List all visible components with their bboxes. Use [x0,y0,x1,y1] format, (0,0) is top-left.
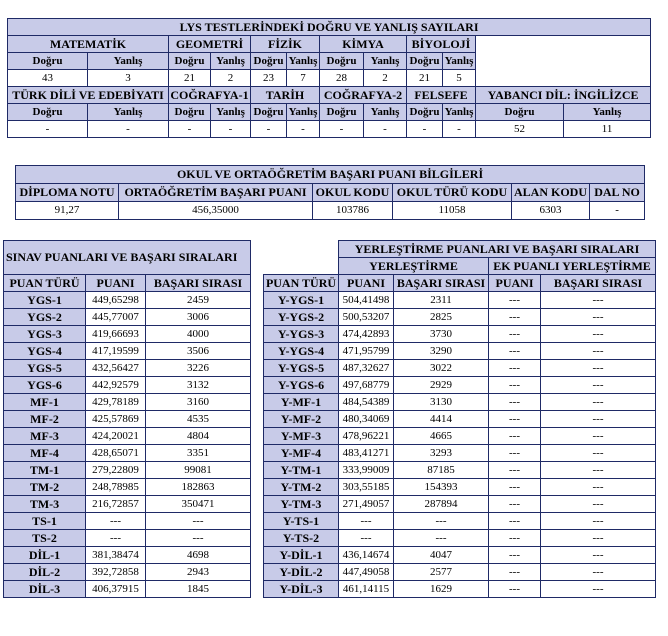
table-row [4,360,251,377]
puani-cell: 478,96221 [339,428,394,445]
ek-puani-cell: --- [489,462,541,479]
puani-cell: 392,72858 [86,564,146,581]
puan-turu-cell: Y-TS-1 [264,513,339,530]
ek-puani-cell: --- [489,343,541,360]
subject-felsefe: FELSEFE [407,87,476,104]
basari-sirasi-cell: --- [394,513,489,530]
puan-turu-header: PUAN TÜRÜ [4,275,86,292]
subject-turk-dili: TÜRK DİLİ VE EDEBİYATI [8,87,169,104]
ek-puani-cell: --- [489,326,541,343]
puani-cell: --- [339,513,394,530]
subject-cografya-2: COĞRAFYA-2 [320,87,407,104]
puan-turu-header: PUAN TÜRÜ [264,275,339,292]
table-row [4,496,251,513]
puani-cell: 484,54389 [339,394,394,411]
ek-basari-sirasi-header: BAŞARI SIRASI [541,275,656,292]
diploma-notu-header: DİPLOMA NOTU [16,184,119,202]
puan-turu-cell: Y-YGS-6 [264,377,339,394]
turk-dili-yanlis: - [88,121,169,138]
basari-sirasi-cell: 287894 [394,496,489,513]
turk-dili-dogru: - [8,121,88,138]
table-row [264,462,656,479]
geometri-yanlis: 2 [211,70,251,87]
dogru-label: Doğru [251,53,287,70]
puan-turu-cell: MF-2 [4,411,86,428]
okul-kodu-value: 103786 [313,202,393,220]
puan-turu-cell: Y-YGS-4 [264,343,339,360]
ek-puani-cell: --- [489,445,541,462]
puani-cell: 461,14115 [339,581,394,598]
puani-cell: 497,68779 [339,377,394,394]
puani-header: PUANI [339,275,394,292]
school-info-title: OKUL VE ORTAÖĞRETİM BAŞARI PUANI BİLGİLERİ [16,166,645,184]
subject-geometri: GEOMETRİ [169,36,251,53]
table-row [264,496,656,513]
puan-turu-cell: YGS-3 [4,326,86,343]
exam-scores-title: SINAV PUANLARI VE BAŞARI SIRALARI [4,241,251,275]
basari-sirasi-cell: --- [146,513,251,530]
dogru-label: Doğru [407,53,443,70]
puani-cell: --- [86,530,146,547]
puan-turu-cell: MF-3 [4,428,86,445]
puani-cell: 425,57869 [86,411,146,428]
basari-sirasi-cell: 4665 [394,428,489,445]
puani-cell: 436,14674 [339,547,394,564]
puan-turu-cell: Y-TM-3 [264,496,339,513]
table-row [4,581,251,598]
puan-turu-cell: YGS-1 [4,292,86,309]
ek-basari-sirasi-cell: --- [541,377,656,394]
table-row [264,411,656,428]
puan-turu-cell: Y-TS-2 [264,530,339,547]
puani-cell: 483,41271 [339,445,394,462]
basari-sirasi-cell: 2311 [394,292,489,309]
yanlis-label: Yanlış [88,53,169,70]
puan-turu-cell: Y-DİL-3 [264,581,339,598]
puani-cell: 445,77007 [86,309,146,326]
puan-turu-cell: MF-1 [4,394,86,411]
puan-turu-cell: DİL-3 [4,581,86,598]
ek-puanli-subheader: EK PUANLI YERLEŞTİRME [489,258,656,275]
puan-turu-cell: Y-MF-2 [264,411,339,428]
basari-sirasi-cell: 3290 [394,343,489,360]
puani-cell: 429,78189 [86,394,146,411]
cografya-1-yanlis: - [211,121,251,138]
table-row [4,428,251,445]
puani-cell: 449,65298 [86,292,146,309]
ek-puani-cell: --- [489,292,541,309]
puan-turu-cell: MF-4 [4,445,86,462]
basari-sirasi-cell: 3730 [394,326,489,343]
puani-header: PUANI [86,275,146,292]
puan-turu-cell: YGS-4 [4,343,86,360]
table-row [4,547,251,564]
dogru-label: Doğru [169,53,211,70]
ortaogretim-puani-value: 456,35000 [119,202,313,220]
puan-turu-cell: Y-DİL-1 [264,547,339,564]
puan-turu-cell: TM-3 [4,496,86,513]
puan-turu-cell: Y-TM-1 [264,462,339,479]
puani-cell: 428,65071 [86,445,146,462]
ek-basari-sirasi-cell: --- [541,360,656,377]
yanlis-label: Yanlış [211,104,251,121]
puan-turu-cell: YGS-2 [4,309,86,326]
basari-sirasi-header: BAŞARI SIRASI [146,275,251,292]
table-row [4,309,251,326]
puan-turu-cell: Y-YGS-1 [264,292,339,309]
yanlis-label: Yanlış [564,104,651,121]
basari-sirasi-cell: 182863 [146,479,251,496]
ek-basari-sirasi-cell: --- [541,564,656,581]
placement-scores-title: YERLEŞTİRME PUANLARI VE BAŞARI SIRALARI [339,241,656,258]
kimya-yanlis: 2 [364,70,407,87]
cografya-2-dogru: - [320,121,364,138]
dogru-label: Doğru [251,104,287,121]
basari-sirasi-cell: 3351 [146,445,251,462]
puan-turu-cell: DİL-1 [4,547,86,564]
puani-cell: 417,19599 [86,343,146,360]
table-row [4,530,251,547]
puan-turu-cell: Y-YGS-3 [264,326,339,343]
ek-puani-cell: --- [489,547,541,564]
ek-basari-sirasi-cell: --- [541,343,656,360]
empty-cell [476,36,651,87]
basari-sirasi-cell: 2459 [146,292,251,309]
empty-cell [264,241,339,258]
ek-basari-sirasi-cell: --- [541,547,656,564]
school-info-table [15,165,645,220]
table-row [264,530,656,547]
subject-cografya-1: COĞRAFYA-1 [170,87,249,102]
dal-no-value: - [590,202,645,220]
yanlis-label: Yanlış [364,53,407,70]
table-row [4,411,251,428]
tarih-yanlis: - [287,121,320,138]
ek-basari-sirasi-cell: --- [541,394,656,411]
table-row [4,292,251,309]
puani-cell: --- [86,513,146,530]
puani-cell: 480,34069 [339,411,394,428]
ek-basari-sirasi-cell: --- [541,462,656,479]
subject-kimya: KİMYA [320,36,407,53]
dogru-label: Doğru [476,104,564,121]
felsefe-yanlis: - [443,121,476,138]
tarih-dogru: - [251,121,287,138]
puan-turu-cell: TS-2 [4,530,86,547]
puan-turu-cell: YGS-6 [4,377,86,394]
basari-sirasi-cell: 4698 [146,547,251,564]
basari-sirasi-cell: 3293 [394,445,489,462]
puani-cell: 471,95799 [339,343,394,360]
ek-puani-cell: --- [489,581,541,598]
table-row [264,394,656,411]
ek-puani-cell: --- [489,394,541,411]
okul-turu-kodu-value: 11058 [393,202,512,220]
basari-sirasi-cell: 3226 [146,360,251,377]
kimya-dogru: 28 [320,70,364,87]
ek-basari-sirasi-cell: --- [541,326,656,343]
puan-turu-cell: Y-YGS-2 [264,309,339,326]
yanlis-label: Yanlış [364,104,407,121]
fizik-dogru: 23 [251,70,287,87]
puani-cell: 216,72857 [86,496,146,513]
table-row [264,547,656,564]
alan-kodu-value: 6303 [512,202,590,220]
ek-basari-sirasi-cell: --- [541,292,656,309]
puan-turu-cell: Y-MF-3 [264,428,339,445]
puan-turu-cell: TM-1 [4,462,86,479]
table-row [4,479,251,496]
matematik-yanlis: 3 [88,70,169,87]
ek-basari-sirasi-cell: --- [541,309,656,326]
diploma-notu-value: 91,27 [16,202,119,220]
puani-cell: 279,22809 [86,462,146,479]
subject-biyoloji: BİYOLOJİ [407,36,476,53]
basari-sirasi-cell: 4535 [146,411,251,428]
table-row [264,360,656,377]
basari-sirasi-cell: 2577 [394,564,489,581]
table-row [264,428,656,445]
okul-kodu-header: OKUL KODU [313,184,393,202]
subject-fizik: FİZİK [251,36,320,53]
ek-puani-cell: --- [489,479,541,496]
basari-sirasi-cell: 3160 [146,394,251,411]
puan-turu-cell: DİL-2 [4,564,86,581]
yanlis-label: Yanlış [443,53,476,70]
puani-cell: 432,56427 [86,360,146,377]
dogru-label: Doğru [407,104,443,121]
basari-sirasi-cell: 87185 [394,462,489,479]
puan-turu-cell: Y-TM-2 [264,479,339,496]
ek-puani-cell: --- [489,513,541,530]
biyoloji-dogru: 21 [407,70,443,87]
subject-matematik: MATEMATİK [8,36,169,53]
puani-cell: 271,49057 [339,496,394,513]
puani-cell: 447,49058 [339,564,394,581]
table-row [4,513,251,530]
puani-cell: 504,41498 [339,292,394,309]
dogru-label: Doğru [8,53,88,70]
basari-sirasi-cell: 350471 [146,496,251,513]
ek-puani-cell: --- [489,530,541,547]
dogru-label: Doğru [320,53,364,70]
puan-turu-cell: Y-YGS-5 [264,360,339,377]
puan-turu-cell: Y-DİL-2 [264,564,339,581]
basari-sirasi-cell: --- [394,530,489,547]
basari-sirasi-header: BAŞARI SIRASI [394,275,489,292]
puani-cell: 381,38474 [86,547,146,564]
dogru-label: Doğru [320,104,364,121]
table-row [264,292,656,309]
table-row [264,564,656,581]
puan-turu-cell: Y-MF-4 [264,445,339,462]
table-row [4,564,251,581]
puani-cell: 406,37915 [86,581,146,598]
table-row [4,445,251,462]
table-row [4,462,251,479]
ek-basari-sirasi-cell: --- [541,513,656,530]
basari-sirasi-cell: 1845 [146,581,251,598]
table-row [4,343,251,360]
puan-turu-cell: TM-2 [4,479,86,496]
ek-basari-sirasi-cell: --- [541,530,656,547]
dogru-label: Doğru [169,104,211,121]
matematik-dogru: 43 [8,70,88,87]
basari-sirasi-cell: 4804 [146,428,251,445]
table-row [4,377,251,394]
table-row [4,326,251,343]
puani-cell: 442,92579 [86,377,146,394]
alan-kodu-header: ALAN KODU [512,184,590,202]
felsefe-dogru: - [407,121,443,138]
puani-cell: --- [339,530,394,547]
cografya-2-yanlis: - [364,121,407,138]
yerlestirme-subheader: YERLEŞTİRME [339,258,489,275]
basari-sirasi-cell: 4047 [394,547,489,564]
basari-sirasi-cell: 1629 [394,581,489,598]
fizik-yanlis: 7 [287,70,320,87]
ek-puani-cell: --- [489,564,541,581]
lys-title: LYS TESTLERİNDEKİ DOĞRU VE YANLIŞ SAYILARI [8,19,651,36]
ek-basari-sirasi-cell: --- [541,581,656,598]
ek-puani-cell: --- [489,496,541,513]
basari-sirasi-cell: 2929 [394,377,489,394]
basari-sirasi-cell: 3506 [146,343,251,360]
ek-basari-sirasi-cell: --- [541,411,656,428]
yanlis-label: Yanlış [287,53,320,70]
puani-cell: 303,55185 [339,479,394,496]
basari-sirasi-cell: 3130 [394,394,489,411]
placement-scores-table [263,240,656,598]
puani-cell: 419,66693 [86,326,146,343]
table-row [264,581,656,598]
basari-sirasi-cell: 99081 [146,462,251,479]
yabanci-dil-yanlis: 11 [564,121,651,138]
puani-cell: 487,32627 [339,360,394,377]
empty-cell [264,258,339,275]
puan-turu-cell: Y-MF-1 [264,394,339,411]
puani-cell: 248,78985 [86,479,146,496]
ek-basari-sirasi-cell: --- [541,479,656,496]
geometri-dogru: 21 [169,70,211,87]
ek-puani-cell: --- [489,309,541,326]
lys-results-table [7,18,651,138]
ek-basari-sirasi-cell: --- [541,445,656,462]
table-row [4,394,251,411]
yanlis-label: Yanlış [287,104,320,121]
ek-puani-cell: --- [489,411,541,428]
table-row [264,445,656,462]
puan-turu-cell: TS-1 [4,513,86,530]
puani-cell: 333,99009 [339,462,394,479]
basari-sirasi-cell: 4414 [394,411,489,428]
okul-turu-kodu-header: OKUL TÜRÜ KODU [393,184,512,202]
subject-yabanci-dil: YABANCI DİL: İNGİLİZCE [476,87,651,104]
basari-sirasi-cell: 3132 [146,377,251,394]
table-row [264,513,656,530]
basari-sirasi-cell: 3006 [146,309,251,326]
ek-basari-sirasi-cell: --- [541,428,656,445]
table-row [264,343,656,360]
exam-scores-table [3,240,251,598]
yanlis-label: Yanlış [88,104,169,121]
basari-sirasi-cell: 3022 [394,360,489,377]
basari-sirasi-cell: 4000 [146,326,251,343]
basari-sirasi-cell: 2943 [146,564,251,581]
ek-puani-header: PUANI [489,275,541,292]
puani-cell: 500,53207 [339,309,394,326]
dal-no-header: DAL NO [590,184,645,202]
biyoloji-yanlis: 5 [443,70,476,87]
table-row [264,479,656,496]
ortaogretim-puani-header: ORTAÖĞRETİM BAŞARI PUANI [119,184,313,202]
basari-sirasi-cell: 2825 [394,309,489,326]
table-row [264,377,656,394]
puan-turu-cell: YGS-5 [4,360,86,377]
ek-puani-cell: --- [489,360,541,377]
basari-sirasi-cell: 154393 [394,479,489,496]
dogru-label: Doğru [8,104,88,121]
yanlis-label: Yanlış [211,53,251,70]
cografya-1-dogru: - [169,121,211,138]
yanlis-label: Yanlış [443,104,476,121]
ek-puani-cell: --- [489,428,541,445]
table-row [264,309,656,326]
table-row [264,326,656,343]
ek-basari-sirasi-cell: --- [541,496,656,513]
ek-puani-cell: --- [489,377,541,394]
subject-tarih: TARİH [251,87,320,104]
basari-sirasi-cell: --- [146,530,251,547]
puani-cell: 424,20021 [86,428,146,445]
puani-cell: 474,42893 [339,326,394,343]
yabanci-dil-dogru: 52 [476,121,564,138]
